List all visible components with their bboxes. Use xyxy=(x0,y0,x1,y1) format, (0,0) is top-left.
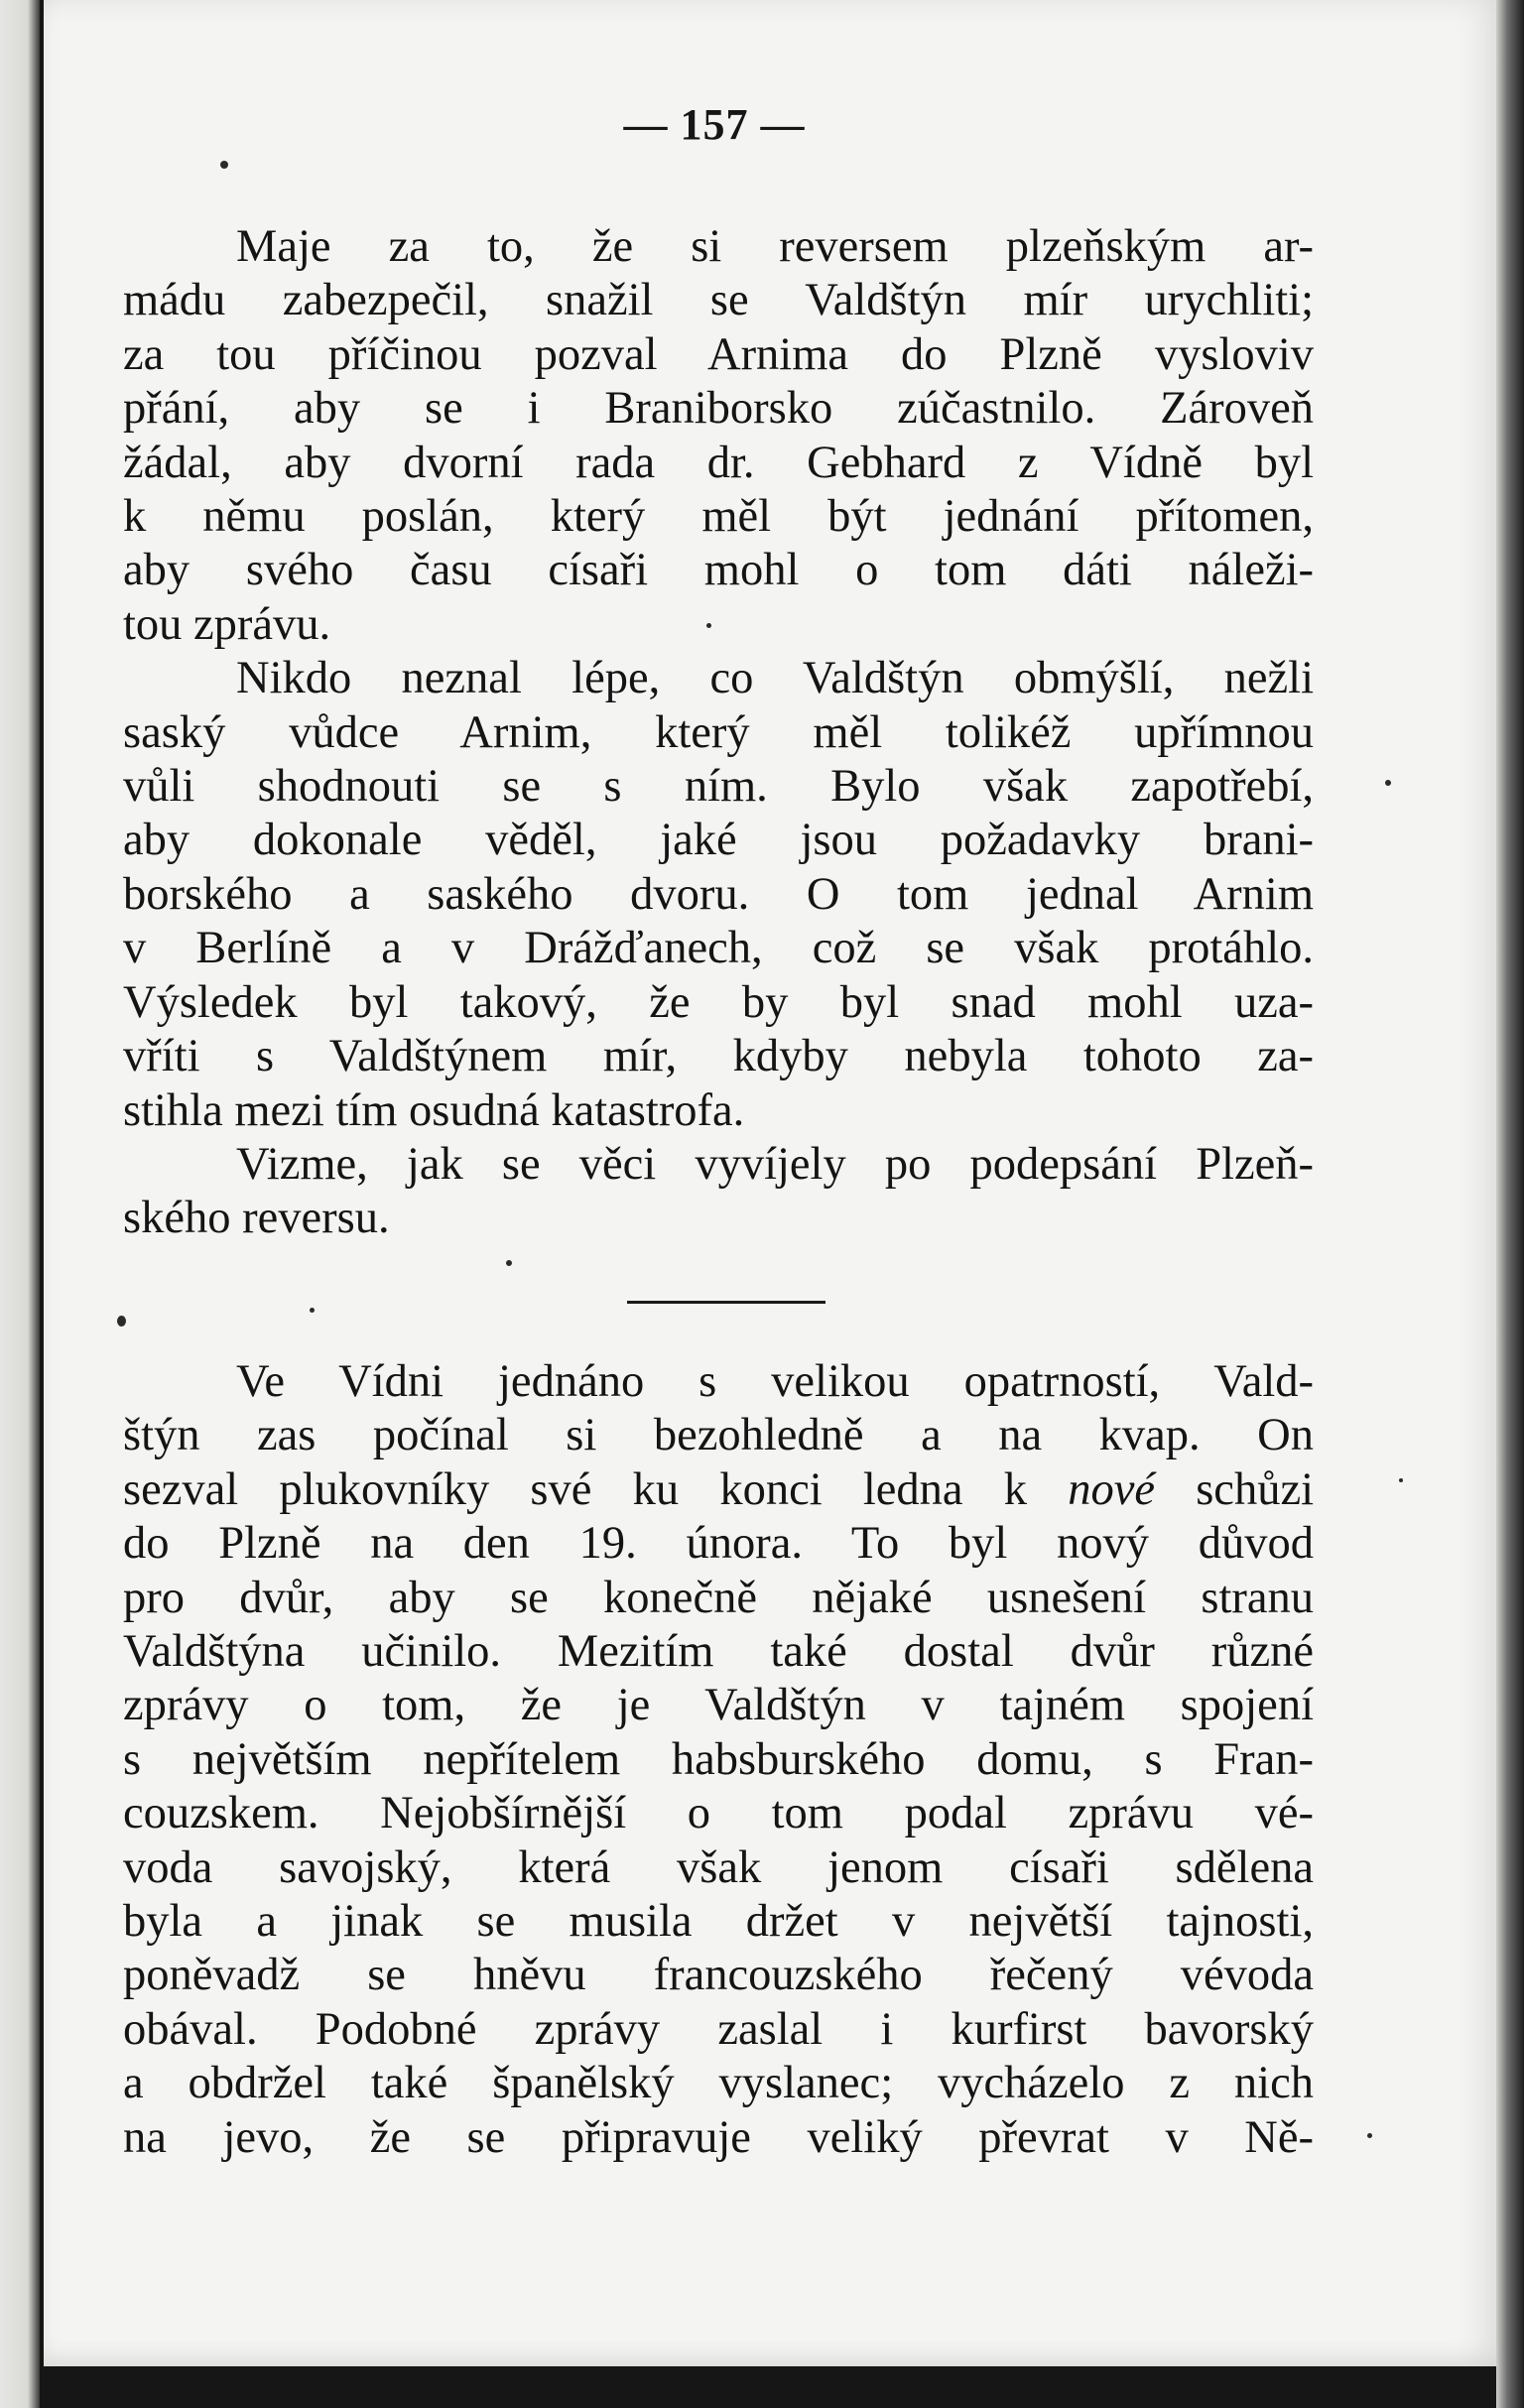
text-line: za tou příčinou pozval Arnima do Plzně vysloviv xyxy=(123,328,1314,380)
text-line: s největším nepřítelem habsburského domu, s Fran- xyxy=(123,1733,1314,1785)
page-edge-shadow xyxy=(1496,0,1524,2408)
text-line: saský vůdce Arnim, který měl tolikéž upřímnou xyxy=(123,706,1314,758)
text-line: vůli shodnouti se s ním. Bylo však zapotřebí, xyxy=(123,761,1314,813)
text-line: Výsledek byl takový, že by byl snad mohl uza- xyxy=(123,976,1314,1028)
scan-speck xyxy=(1367,2133,1372,2138)
section-divider xyxy=(627,1301,826,1304)
text-line: byla a jinak se musila držet v největší tajnosti, xyxy=(123,1896,1314,1948)
paragraph xyxy=(123,652,1314,1138)
text-line: Nikdo neznal lépe, co Valdštýn obmýšlí, nežli xyxy=(236,653,1314,704)
scan-speck xyxy=(220,161,228,169)
text-line: couzskem. Nejobšírnější o tom podal zprávu vé- xyxy=(123,1788,1314,1839)
text-line: poněvadž se hněvu francouzského řečený vévoda xyxy=(123,1950,1314,2001)
scan-speck xyxy=(706,623,711,628)
text-line: aby dokonale věděl, jaké jsou požadavky brani- xyxy=(123,815,1314,866)
text-line: tou zprávu. xyxy=(123,598,331,650)
text-line: ského reversu. xyxy=(123,1193,390,1244)
scan-speck xyxy=(1399,1478,1403,1482)
scan-speck xyxy=(310,1308,315,1313)
text-line: zprávy o tom, že je Valdštýn v tajném spojení xyxy=(123,1680,1314,1731)
page-number: — 157 — xyxy=(623,100,806,149)
text-line: k němu poslán, který měl být jednání přítomen, xyxy=(123,491,1314,543)
text-line: Ve Vídni jednáno s velikou opatrností, Vald- xyxy=(236,1356,1314,1407)
text-line: sezval plukovníky své ku konci ledna k nové schůzi xyxy=(123,1463,1314,1515)
text-line: štýn zas počínal si bezohledně a na kvap. On xyxy=(123,1410,1314,1461)
paragraph xyxy=(123,1355,1314,2165)
paragraph xyxy=(123,1138,1314,1246)
emphasized-word: nové xyxy=(1068,1463,1155,1515)
text-line: do Plzně na den 19. února. To byl nový důvod xyxy=(123,1518,1314,1570)
text-line: aby svého času císaři mohl o tom dáti náleži- xyxy=(123,545,1314,596)
scan-speck xyxy=(1385,780,1391,786)
text-line: voda savojský, která však jenom císaři sdělena xyxy=(123,1841,1314,1893)
paragraph xyxy=(123,220,1314,652)
text-line: Maje za to, že si reversem plzeňským ar- xyxy=(236,221,1314,272)
scan-speck xyxy=(506,1260,512,1266)
text-line: mádu zabezpečil, snažil se Valdštýn mír urychliti; xyxy=(123,275,1314,326)
section-1-text xyxy=(123,220,1314,1246)
text-line: pro dvůr, aby se konečně nějaké usnešení stranu xyxy=(123,1572,1314,1623)
text-line: stihla mezi tím osudná katastrofa. xyxy=(123,1084,745,1136)
text-line: přání, aby se i Braniborsko zúčastnilo. Zároveň xyxy=(123,383,1314,435)
text-line: vříti s Valdštýnem mír, kdyby nebyla tohoto za- xyxy=(123,1031,1314,1082)
text-line: Vizme, jak se věci vyvíjely po podepsání Plzeň- xyxy=(236,1138,1314,1190)
text-line: Valdštýna učinilo. Mezitím také dostal dvůr různé xyxy=(123,1626,1314,1678)
section-2-text xyxy=(123,1355,1314,2165)
text-line: na jevo, že se připravuje veliký převrat v Ně- xyxy=(123,2111,1314,2163)
text-line: a obdržel také španělský vyslanec; vycházelo z nich xyxy=(123,2058,1314,2109)
scan-speck xyxy=(117,1316,126,1327)
text-line: v Berlíně a v Drážďanech, což se však protáhlo. xyxy=(123,923,1314,974)
text-line: borského a saského dvoru. O tom jednal Arnim xyxy=(123,868,1314,920)
text-line: žádal, aby dvorní rada dr. Gebhard z Vídně byl xyxy=(123,437,1314,488)
facing-page-edge xyxy=(0,0,40,2408)
text-line: obával. Podobné zprávy zaslal i kurfirst bavorský xyxy=(123,2003,1314,2055)
